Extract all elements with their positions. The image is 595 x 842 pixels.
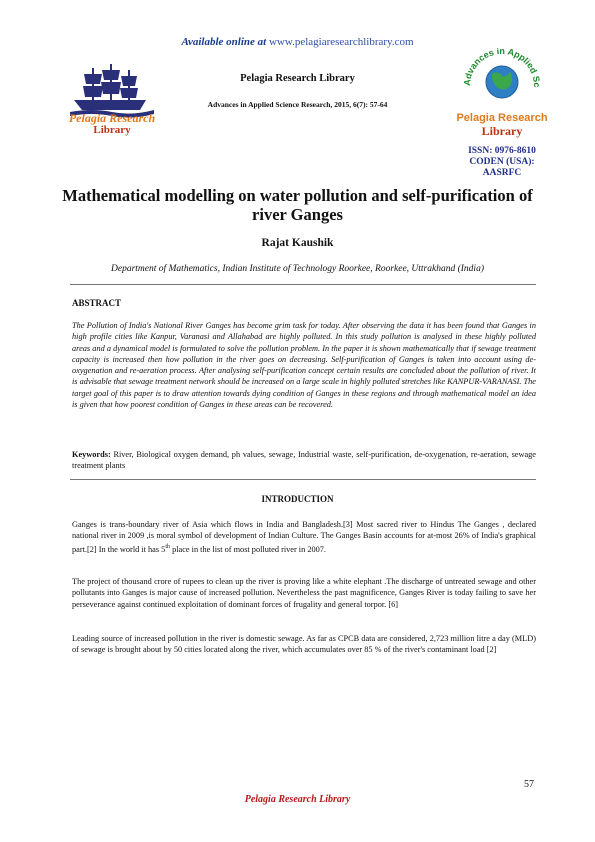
intro-p1-sup: th: [165, 543, 170, 550]
abstract-text: The Pollution of India's National River Ganges has become grim task for today. After observing the data it has been found that Ganges in high profile cities like Kanpur, Varanasi and Allahabad are highly polluted. In this study pollution is analysed in these highly polluted areas and a dynamical model is formulated to solve the pollution problem. In the paper it is shown mathematically that if sewage treatment capacity is increased then how pollution in the river goes on decreasing. Self-purification of Ganges is taken into account using de-oxygenation and re-aeration process. After analysing self-purification concept certain results are concluded about the pollution of river. It is advisable that sewage treatment network should be increased on a large scale in highly polluted stretches like KANPUR-VARANASI. The target goal of this paper is to draw attention towards dying condition of Ganges in these regions and through mathematical model an idea is given that how poorest condition of Ganges in these areas can be recovered.: [72, 321, 536, 410]
logo-right-line1: Pelagia Research: [456, 112, 548, 124]
journal-seal-logo: [452, 48, 552, 143]
intro-paragraph-2: The project of thousand crore of rupees to clean up the river is proving like a white elephant .The discharge of untreated sewage and other pollutants into Ganges is major cause of increased pollution. Nevertheless the past magnificence, Ganges River is today failing to save her perseverance against continued exploitation of dominant forces of frugality and general torpor. [6]: [72, 577, 536, 609]
divider-bottom: [70, 479, 536, 480]
globe-seal-icon: [452, 48, 552, 108]
divider-top: [70, 284, 536, 285]
keywords: [72, 449, 536, 471]
logo-right-line2: Library: [481, 124, 523, 138]
seal-ring-text: Advances in Applied Sc: [461, 48, 543, 88]
page-number: 57: [524, 779, 534, 790]
available-online-line: [0, 36, 595, 48]
logo-left-line1: Pelagia Research: [68, 111, 156, 125]
author-affiliation: Department of Mathematics, Indian Institute of Technology Roorkee, Roorkee, Uttrakhand (India): [111, 264, 484, 274]
author-name: Rajat Kaushik: [261, 237, 334, 249]
issn: ISSN: 0976-8610: [468, 146, 536, 156]
keywords-label: Keywords:: [72, 450, 111, 459]
intro-p1-text-b: place in the list of most polluted river in 2007.: [170, 544, 327, 554]
intro-paragraph-3: Leading source of increased pollution in the river is domestic sewage. As far as CPCB data are considered, 2,723 million litre a day (MLD) of sewage is brought about by 50 cities located along the river, which accumulates over 85 % of the river's contaminant load [2]: [72, 634, 536, 655]
introduction-heading: INTRODUCTION: [261, 494, 334, 504]
intro-p1-text-a: Ganges is trans-boundary river of Asia which flows in India and Bangladesh.[3] Most sacred river to Hindus The Ganges , declared national river in 2009 ,is moral symbol of development of Indian Culture. The Ganges Basin accounts for at-most 26% of India's graphical part.[2] In the world it has 5: [72, 520, 536, 554]
footer-library: Pelagia Research Library: [244, 794, 351, 805]
keywords-list: River, Biological oxygen demand, ph values, sewage, Industrial waste, self-purification, de-oxygenation, re-aeration, sewage treatment plants: [72, 450, 536, 470]
paper-title: Mathematical modelling on water pollution and self-purification of river Ganges: [62, 186, 533, 224]
available-prefix: Available online at: [181, 36, 267, 48]
issn-block: [452, 146, 552, 179]
coden: CODEN (USA): AASRFC: [469, 157, 535, 178]
journal-citation: Advances in Applied Science Research, 2015, 6(7): 57-64: [207, 100, 388, 109]
intro-paragraph-1: [72, 519, 536, 555]
journal-name: Pelagia Research Library: [240, 73, 355, 84]
abstract-heading: ABSTRACT: [72, 298, 122, 308]
logo-left-line2: Library: [93, 124, 131, 136]
website-link[interactable]: www.pelagiaresearchlibrary.com: [268, 36, 414, 48]
